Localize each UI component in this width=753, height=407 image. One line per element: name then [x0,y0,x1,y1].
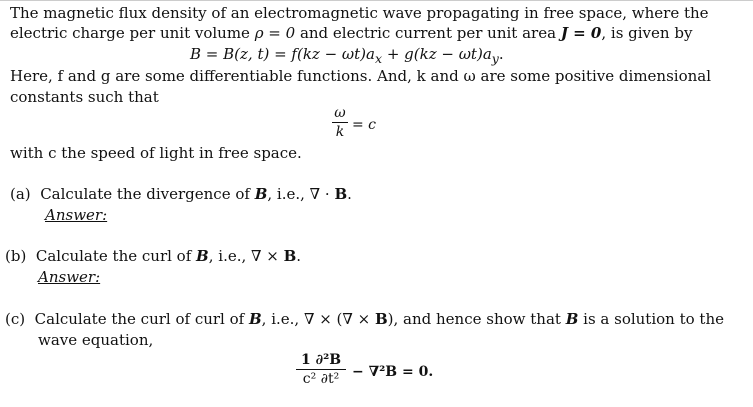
question-b [5,246,301,266]
question-b-text-pre: Calculate the curl of [35,247,197,265]
question-b-text-end: . [296,247,302,265]
question-c [5,309,724,329]
intro-line-2-c: , is given by [601,24,693,42]
question-b-text-mid: , i.e., ∇ × [208,247,284,265]
intro-line-2-b: and electric current per unit area [295,24,561,42]
wave-equation-rhs: − ∇²B = 0. [352,364,434,380]
question-a-answer-label: Answer: [45,206,108,224]
intro-line-1: The magnetic flux density of an electromagnetic wave propagating in free space, where the [10,4,709,22]
rho-expression: ρ = 0 [254,24,296,42]
question-c-text-mid: , i.e., ∇ × (∇ × [261,310,375,328]
equation-sub-x: x [374,51,383,66]
question-a-text-mid: , i.e., ∇ · [267,185,335,203]
top-border [0,0,753,1]
equation-main: B = B(z, t) = f(kz − ωt)a [190,45,375,63]
question-c-text-pre: Calculate the curl of curl of [34,310,249,328]
question-a-text-end: . [347,185,352,203]
question-a-label: (a) [10,185,31,203]
question-a-b: B [254,185,268,203]
wave-fraction-denominator: c² ∂t² [302,371,340,387]
intro-line-4: Here, f and g are some differentiable functions. And, k and ω are some positive dimensional [10,67,712,85]
fraction-numerator: ω [334,105,346,121]
intro-line-5: constants such that [10,88,159,106]
question-c-line-2: wave equation, [38,331,154,349]
wave-fraction-numerator: 1 ∂²B [300,352,342,368]
fraction-bar [332,122,348,123]
intro-line-2 [10,23,692,43]
j-expression: J = 0 [560,24,602,42]
question-c-text-end: ), and hence show that [387,310,566,328]
question-c-label: (c) [5,310,26,328]
question-c-text-tail: is a solution to the [578,310,724,328]
omega-over-k-fraction [332,105,348,140]
fraction-rhs: = c [352,117,377,133]
question-b-answer-label: Answer: [38,268,101,286]
question-c-b: B [248,310,262,328]
intro-line-2-a: electric charge per unit volume [10,24,255,42]
question-b-label: (b) [5,247,27,265]
question-c-b3: B [565,310,579,328]
intro-line-6: with c the speed of light in free space. [10,144,302,162]
question-a [10,184,352,204]
equation-sub-y: y [491,51,499,66]
equation-end: . [498,45,504,63]
wave-fraction-bar [296,369,346,370]
question-c-b2: B [374,310,388,328]
question-a-b2: B [334,185,348,203]
fraction-denominator: k [335,124,345,140]
question-a-text-pre: Calculate the divergence of [40,185,255,203]
equation-mid: + g(kz − ωt)a [382,45,492,63]
wave-equation-fraction [296,352,346,387]
question-b-b2: B [283,247,297,265]
question-b-b: B [196,247,209,265]
